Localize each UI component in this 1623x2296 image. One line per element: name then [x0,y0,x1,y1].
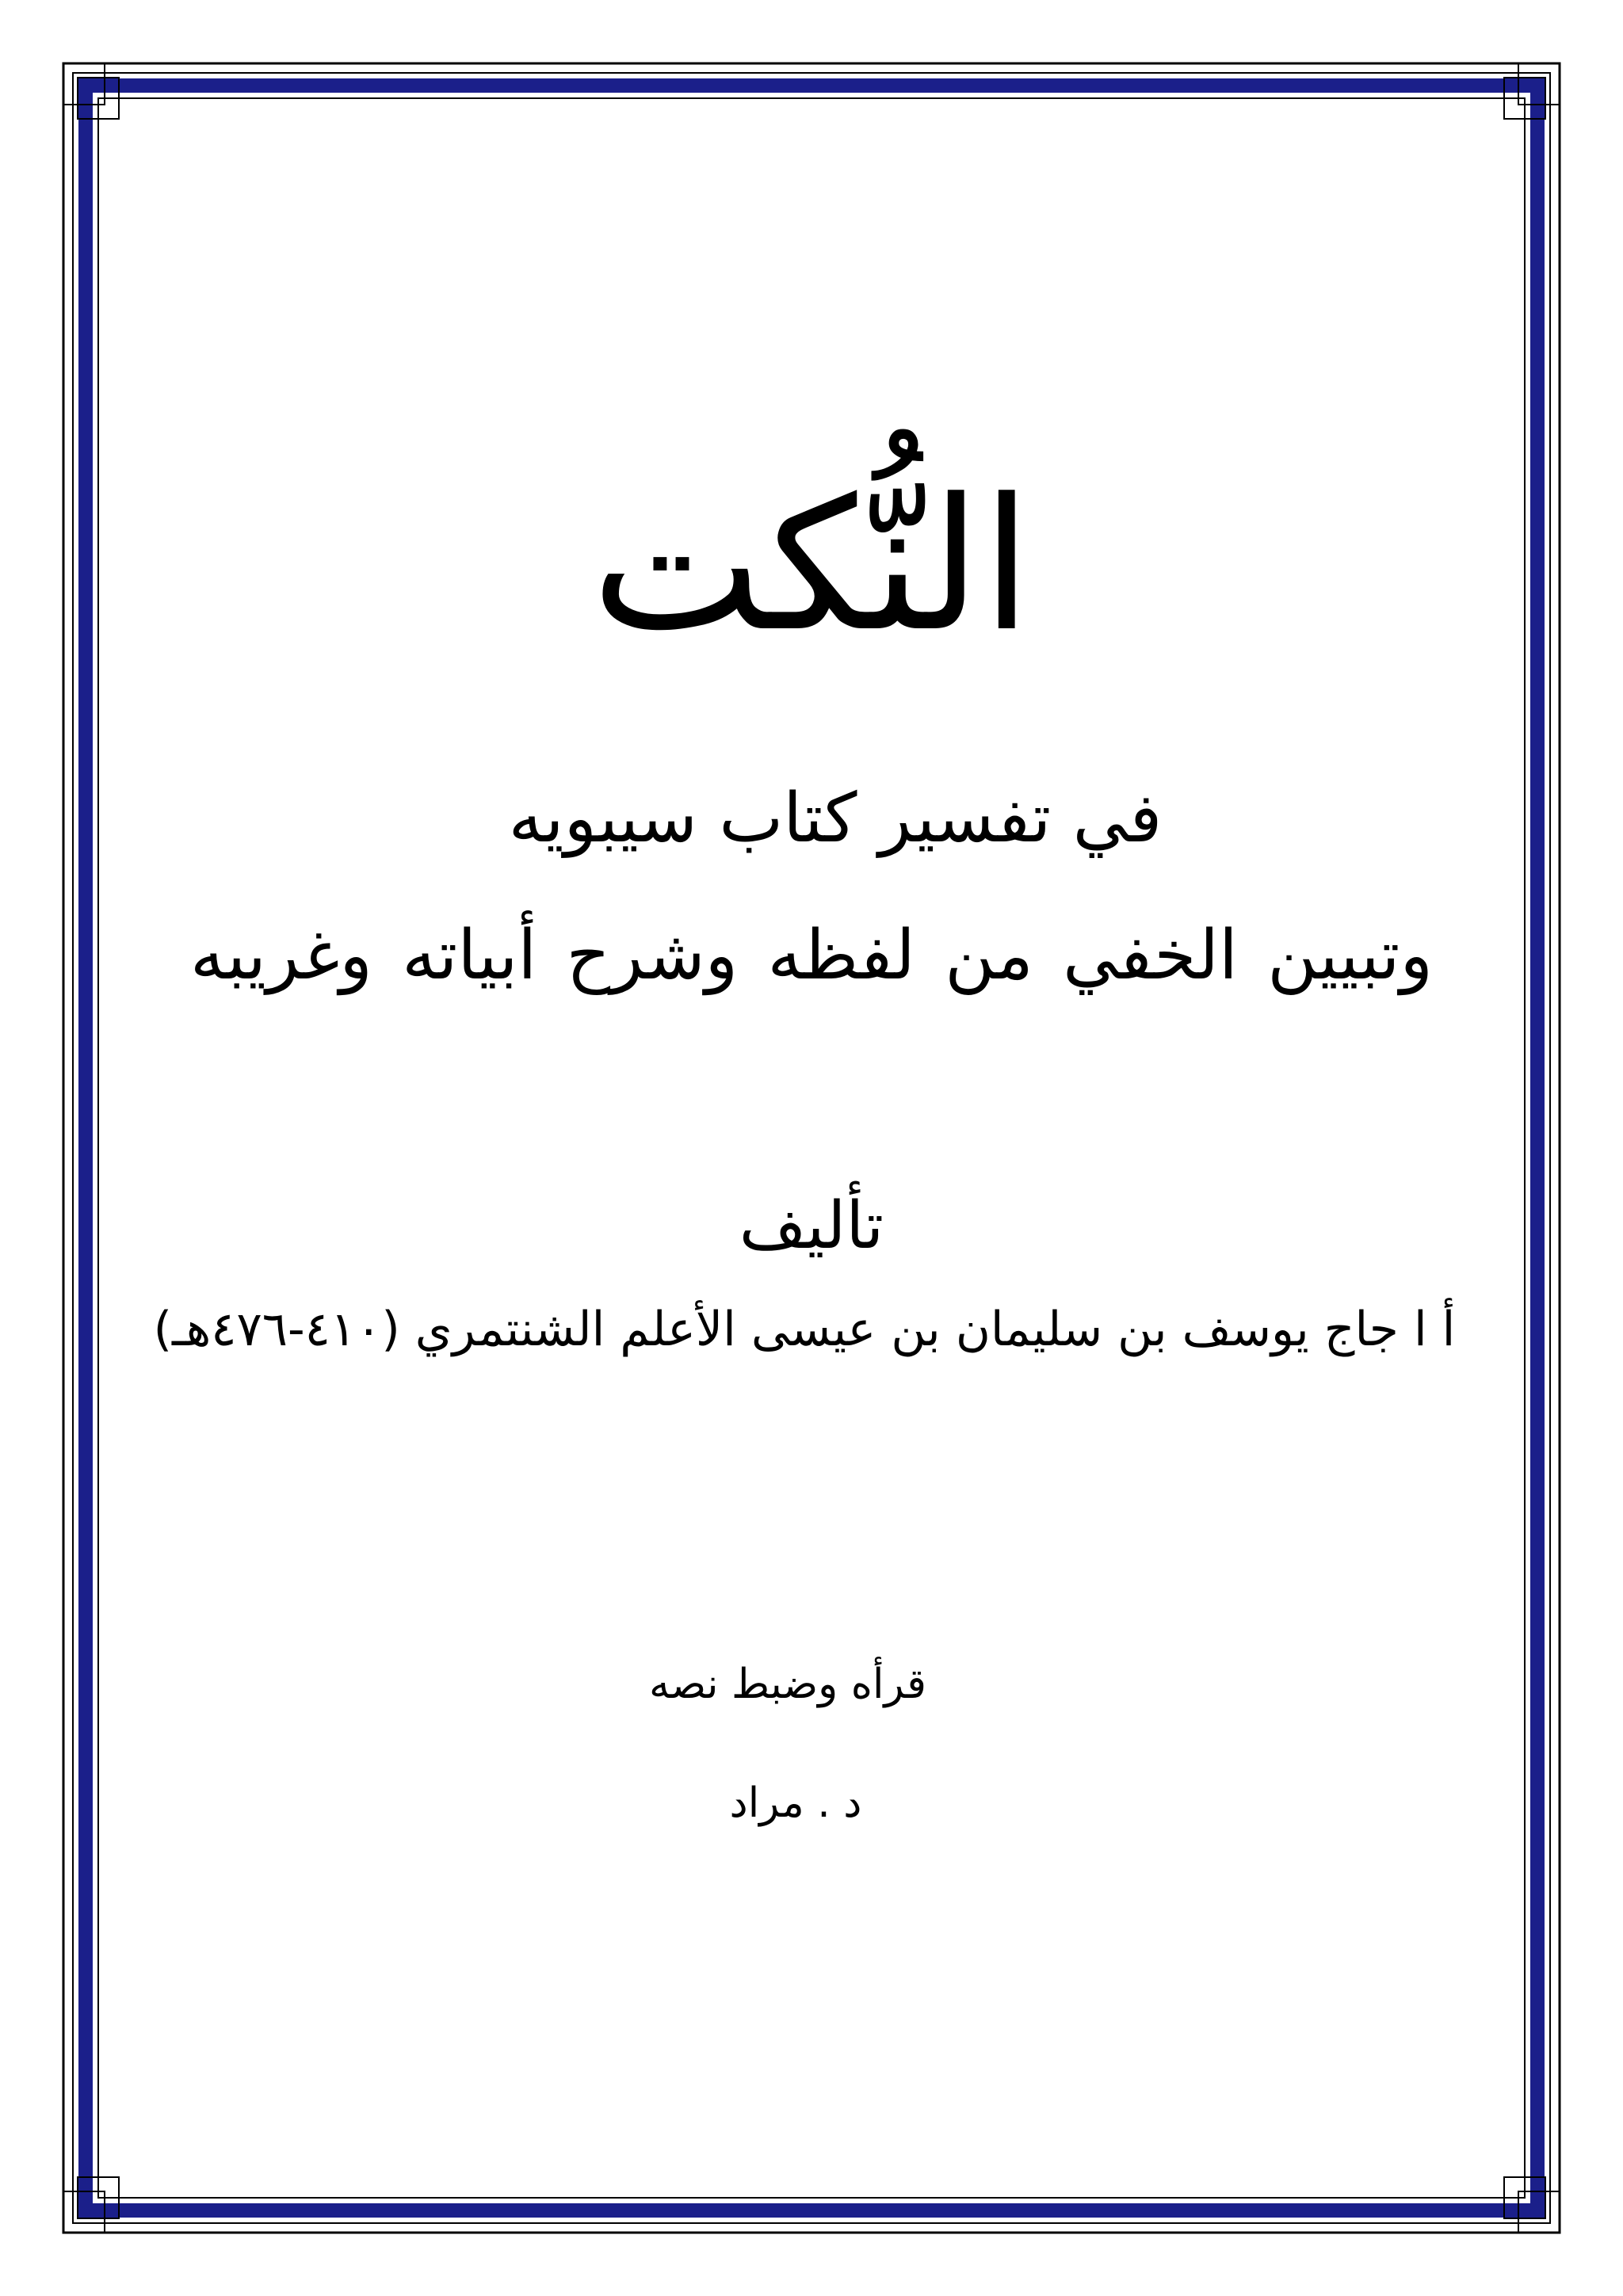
book-title: النُّكت [590,460,1033,672]
edited-by-label: قرأه وضبط نصه [648,1661,927,1708]
subtitle-line-1: في تفسير كتاب سيبويه [508,779,1163,858]
subtitle-line-2: وتبيين الخفي من لفظه وشرح أبياته وغريبه [189,916,1434,995]
author-name: أ ا جاج يوسف بن سليمان بن عيسى الأعلم الشنتمري (٤١٠-٤٧٦هـ) [153,1302,1456,1357]
editor-name: د . مراد [729,1779,862,1827]
authored-by-label: تأليف [739,1188,884,1264]
